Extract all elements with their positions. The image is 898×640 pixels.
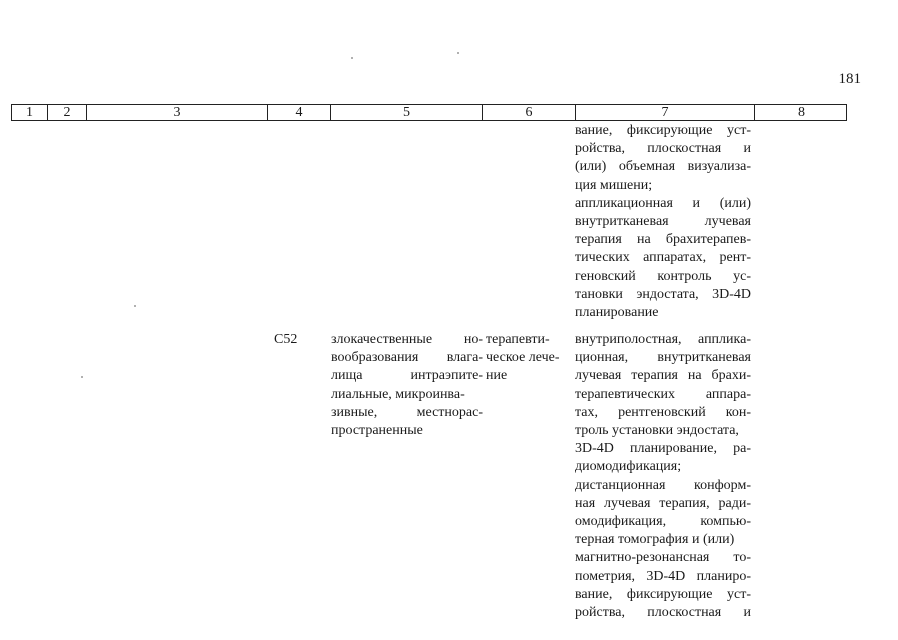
text-line: аппликационная и (или) <box>575 195 751 211</box>
text-line: дистанционная конформ- <box>575 477 751 493</box>
text-line: вание, фиксирующие уст- <box>575 123 751 138</box>
text-line: планирование <box>575 305 659 321</box>
header-cell-6: 6 <box>483 105 576 120</box>
methods-cell <box>575 331 751 622</box>
text-line: злокачественные но- <box>331 332 483 347</box>
text-line: тах, рентгеновский кон- <box>575 404 751 420</box>
text-line: внутритканевая лучевая <box>575 214 751 230</box>
scan-speck <box>351 57 353 59</box>
scan-speck <box>457 52 459 54</box>
text-line: ческое лече- <box>486 350 560 366</box>
diagnosis-cell <box>331 331 483 440</box>
text-line: тических аппаратах, рент- <box>575 250 751 266</box>
text-line: магнитно-резонансная то- <box>575 550 751 566</box>
text-line: лища интраэпите- <box>331 368 483 384</box>
header-cell-1: 1 <box>12 105 48 120</box>
text-line: ние <box>486 368 508 384</box>
text-line: ция мишени; <box>575 177 653 193</box>
diagnosis-code: C52 <box>274 332 298 347</box>
text-line: троль установки эндостата, <box>575 423 739 439</box>
text-line: внутриполостная, апплика- <box>575 332 751 347</box>
text-line: лучевая терапия на брахи- <box>575 368 751 384</box>
header-cell-7: 7 <box>576 105 755 120</box>
scan-speck <box>134 305 136 307</box>
text-line: пометрия, 3D-4D планиро- <box>575 568 751 584</box>
text-line: вание, фиксирующие уст- <box>575 586 751 602</box>
text-line: терапевтических аппара- <box>575 386 751 402</box>
text-line: зивные, местнорас- <box>331 404 483 420</box>
text-line: 3D-4D планирование, ра- <box>575 441 751 457</box>
text-line: омодификация, компью- <box>575 514 751 530</box>
header-cell-2: 2 <box>48 105 87 120</box>
treatment-cell <box>486 331 570 386</box>
text-line: ная лучевая терапия, ради- <box>575 495 751 511</box>
text-line: тановки эндостата, 3D-4D <box>575 286 751 302</box>
scan-speck <box>81 376 83 378</box>
text-line: терапевти- <box>486 332 550 347</box>
header-cell-4: 4 <box>268 105 331 120</box>
text-line: вообразования влага- <box>331 350 483 366</box>
text-line: диомодификация; <box>575 459 682 475</box>
continuation-methods-cell <box>575 122 751 322</box>
text-line: лиальные, микроинва- <box>331 386 465 402</box>
page-number: 181 <box>838 71 861 87</box>
text-line: ройства, плоскостная и <box>575 605 751 621</box>
text-line: пространенные <box>331 423 423 439</box>
header-cell-5: 5 <box>331 105 483 120</box>
header-cell-3: 3 <box>87 105 268 120</box>
text-line: (или) объемная визуализа- <box>575 159 751 175</box>
text-line: ройства, плоскостная и <box>575 141 751 157</box>
text-line: терапия на брахитерапев- <box>575 232 751 248</box>
header-cell-8: 8 <box>798 105 805 120</box>
text-line: геновский контроль ус- <box>575 268 751 284</box>
text-line: терная томография и (или) <box>575 532 735 548</box>
text-line: ционная, внутритканевая <box>575 350 751 366</box>
table-header-row <box>11 104 847 121</box>
